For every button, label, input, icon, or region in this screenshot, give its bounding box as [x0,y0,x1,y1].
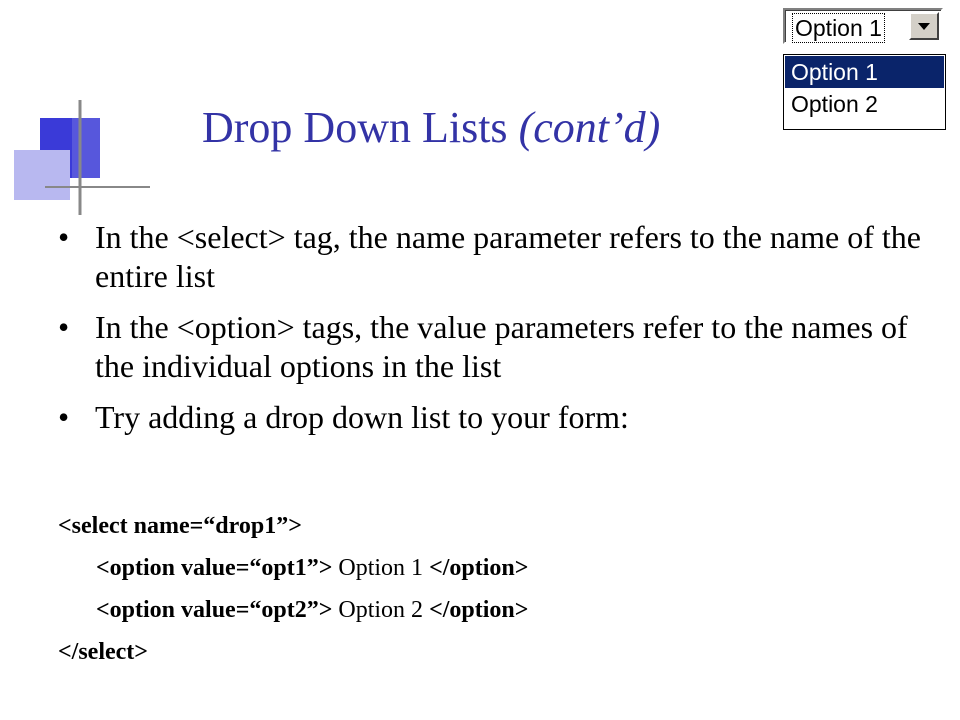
code-line [58,547,528,589]
chevron-down-icon [918,23,930,30]
code-sample [58,505,528,673]
bullet-dot: • [58,219,70,255]
bullet-item [58,218,948,296]
slide-title [202,100,660,156]
slide-title-main: Drop Down Lists [202,103,519,152]
code-option2-text: Option 2 [332,597,430,623]
code-select-close: </select> [58,639,148,665]
dropdown-arrow-button[interactable] [909,12,939,40]
dropdown-option[interactable]: Option 2 [791,91,878,117]
bullet-list [58,218,948,449]
code-option2-close: </option> [429,597,529,623]
bullet-dot: • [58,309,70,345]
bullet-dot: • [58,399,70,435]
bullet-text: In the <select> tag, the name parameter refers to the name of the entire list [95,219,921,294]
dropdown-option[interactable]: Option 1 [785,56,944,88]
code-line [58,505,528,547]
code-line [58,631,528,673]
code-select-open: <select name=“drop1”> [58,513,302,539]
bullet-item [58,398,948,437]
bullet-text: In the <option> tags, the value parameters refer to the names of the individual options in the list [95,309,908,384]
deco-square-mid [72,118,100,178]
dropdown-options-list [783,54,946,130]
bullet-item [58,308,948,386]
dropdown-selected-value: Option 1 [792,13,885,43]
bullet-text: Try adding a drop down list to your form: [95,399,629,435]
code-option1-text: Option 1 [332,555,430,581]
decorative-squares-graphic [0,0,200,230]
deco-square-light [14,150,70,200]
slide-title-italic: (cont’d) [518,103,661,152]
code-line [58,589,528,631]
code-option1-open: <option value=“opt1”> [96,555,333,581]
code-option2-open: <option value=“opt2”> [96,597,333,623]
code-option1-close: </option> [429,555,529,581]
dropdown-select[interactable] [783,8,943,44]
